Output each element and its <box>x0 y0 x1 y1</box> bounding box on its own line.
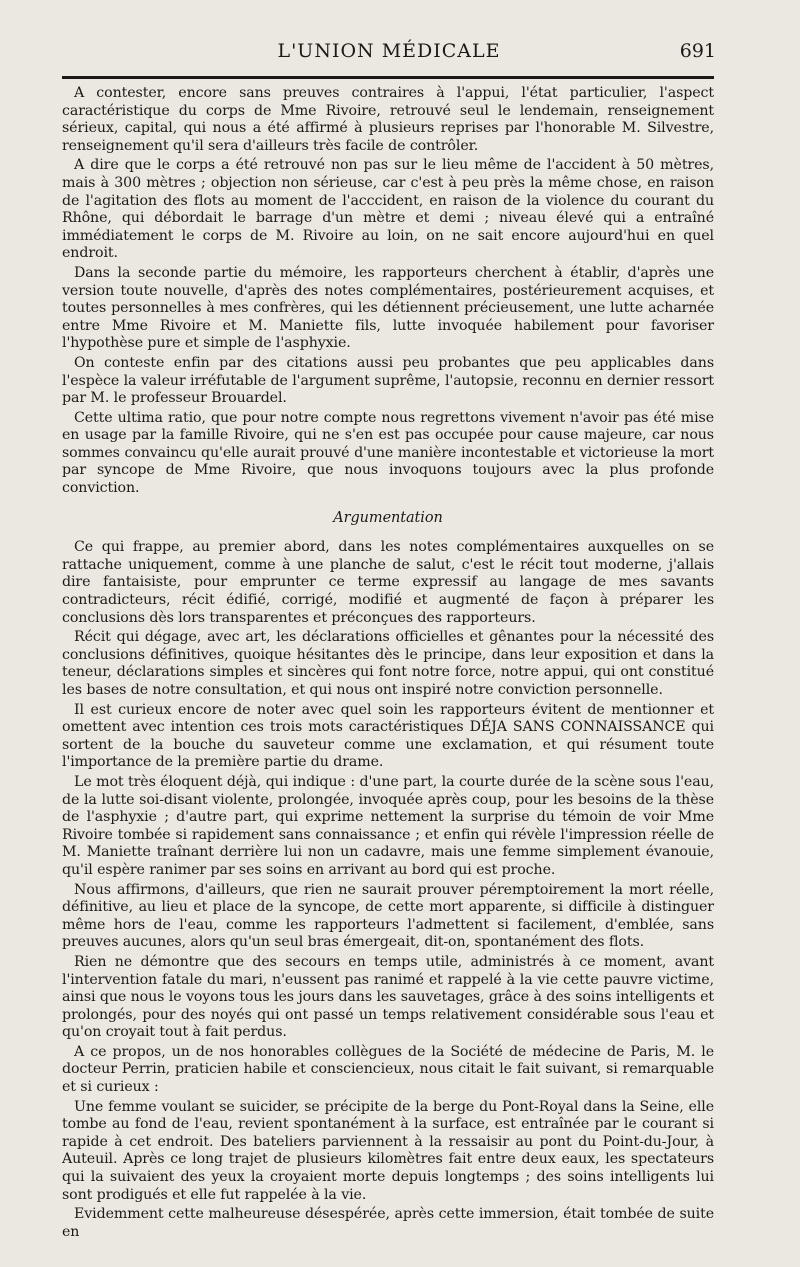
paragraph: A dire que le corps a été retrouvé non pas sur le lieu même de l'accident à 50 mètres, mais à 300 mètres ; objection non sérieuse, car c'est à peu près la même chose, en raison de l'agitation des flots au moment de l'acccident, en raison de la violence du courant du Rhône, qui débordait le barrage d'un mètre et demi ; niveau élevé qui a entraîné immédiatement le corps de M. Rivoire au loin, on ne sait encore aujourd'hui en quel endroit. <box>62 157 714 262</box>
paragraph: On conteste enfin par des citations aussi peu probantes que peu applicables dans l'espèce la valeur irréfutable de l'argument suprême, l'autopsie, reconnu en dernier ressort par M. le professeur Brouardel. <box>62 354 714 407</box>
paragraph: Evidemment cette malheureuse désespérée, après cette immersion, était tombée de suite en <box>62 1206 714 1240</box>
paragraph: Une femme voulant se suicider, se précipite de la berge du Pont-Royal dans la Seine, elle tombe au fond de l'eau, revient spontanément à la surface, est entraînée par le courant si rapide à cet endroit. Des bateliers parviennent à la ressaisir au pont du Point-du-Jour, à Auteuil. Après ce long trajet de plusieurs kilomètres fait entre deux eaux, les spectateurs qui la suivaient des yeux la croyaient morte depuis longtemps ; des soins intelligents lui sont prodigués et elle fut rappelée à la vie. <box>62 1098 714 1203</box>
section-heading: Argumentation <box>333 509 443 526</box>
paragraph: Il est curieux encore de noter avec quel soin les rapporteurs évitent de mentionner et omettent avec intention ces trois mots caractéristiques DÉJA SANS CONNAISSANCE qui sortent de la bouche du sauveteur comme une exclamation, et qui résument toute l'importance de la première partie du drame. <box>62 701 714 771</box>
paragraph: Rien ne démontre que des secours en temps utile, administrés à ce moment, avant l'intervention fatale du mari, n'eussent pas ranimé et rappelé à la vie cette pauvre victime, ainsi que nous le voyons tous les jours dans les sauvetages, grâce à des soins intelligents et prolongés, pour des noyés qui ont passé un temps relativement considérable sous l'eau et qu'on croyait tout à fait perdus. <box>62 953 714 1041</box>
paragraph: Dans la seconde partie du mémoire, les rapporteurs cherchent à établir, d'après une version toute nouvelle, d'après des notes complémentaires, postérieurement acquises, et toutes personnelles à mes confrères, qui les détiennent précieusement, une lutte acharnée entre Mme Rivoire et M. Maniette fils, lutte invoquée habilement pour favoriser l'hypothèse pure et simple de l'asphyxie. <box>62 264 714 352</box>
paragraph: Le mot très éloquent déjà, qui indique : d'une part, la courte durée de la scène sous l'eau, de la lutte soi-disant violente, prolongée, invoquée après coup, pour les besoins de la thèse de l'asphyxie ; d'autre part, qui exprime nettement la surprise du témoin de voir Mme Rivoire tombée si rapidement sans connaissance ; et enfin qui révèle l'impression réelle de M. Maniette traînant derrière lui non un cadavre, mais une femme simplement évanouie, qu'il espère ranimer par ses soins en arrivant au bord qui est proche. <box>62 773 714 878</box>
paragraph: A contester, encore sans preuves contraires à l'appui, l'état particulier, l'aspect caractéristique du corps de Mme Rivoire, retrouvé seul le lendemain, renseignement sérieux, capital, qui nous a été affirmé à plusieurs reprises par l'honorable M. Silvestre, renseignement qu'il sera d'ailleurs très facile de contrôler. <box>62 85 714 154</box>
page-header <box>62 40 716 70</box>
paragraph: A ce propos, un de nos honorables collègues de la Société de médecine de Paris, M. le docteur Perrin, praticien habile et consciencieux, nous citait le fait suivant, si remarquable et si curieux : <box>62 1043 714 1096</box>
paragraph: Cette ultima ratio, que pour notre compte nous regrettons vivement n'avoir pas été mise en usage par la famille Rivoire, qui ne s'en est pas occupée pour cause majeure, car nous sommes convaincu qu'elle aurait prouvé d'une manière incontestable et victorieuse la mort par syncope de Mme Rivoire, que nous invoquons toujours avec la plus profonde conviction. <box>62 409 714 497</box>
header-rule <box>62 76 714 79</box>
paragraph: Ce qui frappe, au premier abord, dans les notes complémentaires auxquelles on se rattache uniquement, comme à une planche de salut, c'est le récit tout moderne, j'allais dire fantaisiste, pour emprunter ce terme expressif au langage de mes savants contradicteurs, récit édifié, corrigé, modifié et augmenté de façon à préparer les conclusions dès lors transparentes et préconçues des rapporteurs. <box>62 539 714 626</box>
paragraph: Récit qui dégage, avec art, les déclarations officielles et gênantes pour la nécessité des conclusions définitives, quoique hésitantes dès le principe, dans leur exposition et dans la teneur, déclarations simples et sincères qui font notre force, notre appui, qui ont constitué les bases de notre consultation, et qui nous ont inspiré notre conviction personnelle. <box>62 629 714 698</box>
page-number: 691 <box>679 40 716 62</box>
body-text <box>62 85 714 1241</box>
running-title: L'UNION MÉDICALE <box>277 40 501 62</box>
paragraph: Nous affirmons, d'ailleurs, que rien ne saurait prouver péremptoirement la mort réelle, définitive, au lieu et place de la syncope, de cette mort apparente, si difficile à distinguer même hors de l'eau, comme les rapporteurs l'admettent si facilement, d'emblée, sans preuves aucunes, alors qu'un seul bras émergeait, dit-on, spontanément des flots. <box>62 881 714 951</box>
